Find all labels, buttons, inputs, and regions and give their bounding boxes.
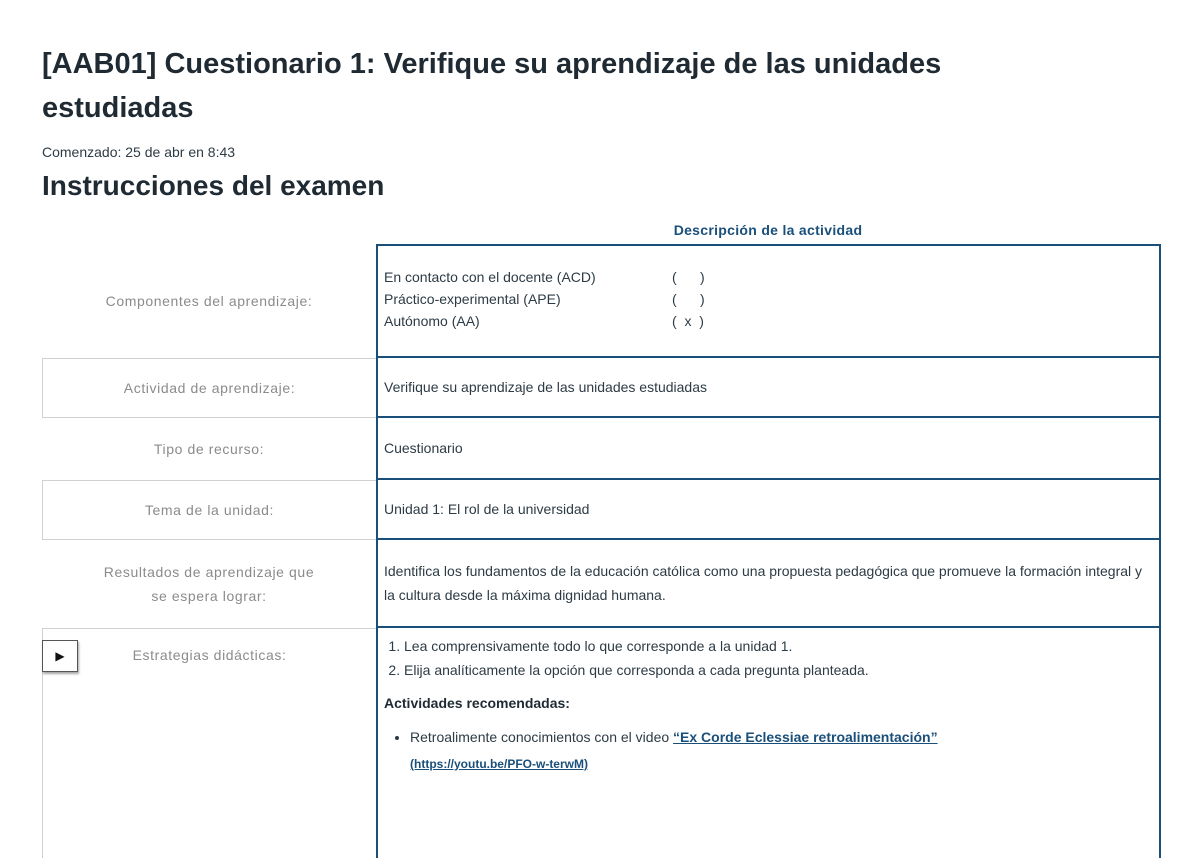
recommended-heading: Actividades recomendadas: [384,695,570,711]
resource-value: Cuestionario [376,418,1161,480]
topic-value: Unidad 1: El rol de la universidad [376,480,1161,540]
component-row-aa [384,310,1153,332]
component-mark: ( x ) [672,313,704,329]
recommended-text: Retroalimente conocimientos con el video [410,729,674,745]
component-row-acd [384,266,1153,288]
component-mark: ( ) [672,269,705,285]
recommended-list [384,724,1153,777]
strategies-cell [376,628,1161,858]
components-cell [376,244,1161,358]
component-row-ape [384,288,1153,310]
resource-label: Tipo de recurso: [153,441,265,457]
topic-label: Tema de la unidad: [42,480,376,540]
strategy-step: 1. Lea comprensivamente todo lo que corresponde a la unidad 1. [404,634,1153,658]
instructions-heading: Instrucciones del examen [42,170,385,201]
video-link[interactable]: “Ex Corde Eclessiae retroalimentación” [673,729,938,745]
strategy-steps [384,634,1153,682]
play-icon: ▶ [55,649,65,663]
video-url-link[interactable]: (https://youtu.be/PFO-w-terwM) [410,757,588,771]
activity-label: Actividad de aprendizaje: [42,358,376,418]
activity-value: Verifique su aprendizaje de las unidades estudiadas [376,358,1161,418]
play-button[interactable] [42,640,78,672]
results-label: Resultados de aprendizaje que se espera lograr: [103,564,315,604]
component-name: Práctico-experimental (APE) [384,291,561,307]
strategy-step: 2. Elija analíticamente la opción que corresponda a cada pregunta planteada. [404,658,1153,682]
started-timestamp: Comenzado: 25 de abr en 8:43 [42,144,236,160]
component-mark: ( ) [672,291,705,307]
component-name: Autónomo (AA) [384,313,480,329]
results-value: Identifica los fundamentos de la educación católica como una propuesta pedagógica que promueve la formación integral y la cultura desde la máxima dignidad humana. [376,540,1161,628]
component-name: En contacto con el docente (ACD) [384,269,596,285]
page-title: [AAB01] Cuestionario 1: Verifique su aprendizaje de las unidades estudiadas [42,48,942,124]
strategies-label: Estrategias didácticas: [42,628,376,858]
table-caption: Descripción de la actividad [673,222,863,238]
recommended-item [410,724,1153,777]
components-label: Componentes del aprendizaje: [105,293,313,309]
